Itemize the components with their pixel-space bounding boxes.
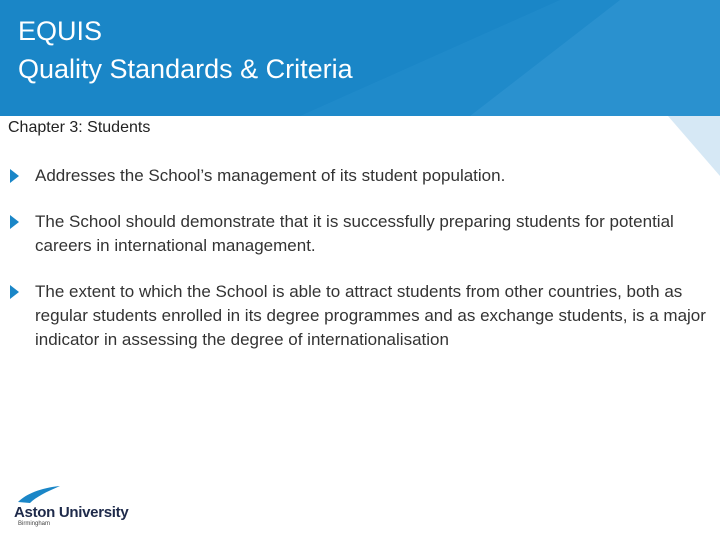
logo-swoosh-icon [16, 484, 62, 504]
bullet-text: The extent to which the School is able to attract students from other countries, both as regular students enrolled in its degree programmes and as exchange students, is a major indicator in assessing the degree of internationalisation [35, 282, 706, 349]
logo-subtitle: Birmingham [18, 521, 51, 527]
chapter-subtitle: Chapter 3: Students [8, 119, 151, 136]
title-line-2: Quality Standards & Criteria [18, 54, 353, 84]
bullet-list [10, 164, 715, 374]
bullet-text: The School should demonstrate that it is successfully preparing students for potential careers in international management. [35, 212, 674, 255]
bullet-triangle-icon [10, 285, 19, 299]
bullet-triangle-icon [10, 169, 19, 183]
bullet-item [10, 164, 715, 188]
title-line-1: EQUIS [18, 16, 103, 46]
bullet-item [10, 280, 715, 352]
bullet-item [10, 210, 715, 258]
page-title [18, 12, 353, 88]
header-banner [0, 0, 720, 116]
bullet-triangle-icon [10, 215, 19, 229]
logo-name: Aston University [14, 504, 129, 521]
bullet-text: Addresses the School’s management of its student population. [35, 166, 506, 185]
aston-university-logo [14, 484, 134, 528]
